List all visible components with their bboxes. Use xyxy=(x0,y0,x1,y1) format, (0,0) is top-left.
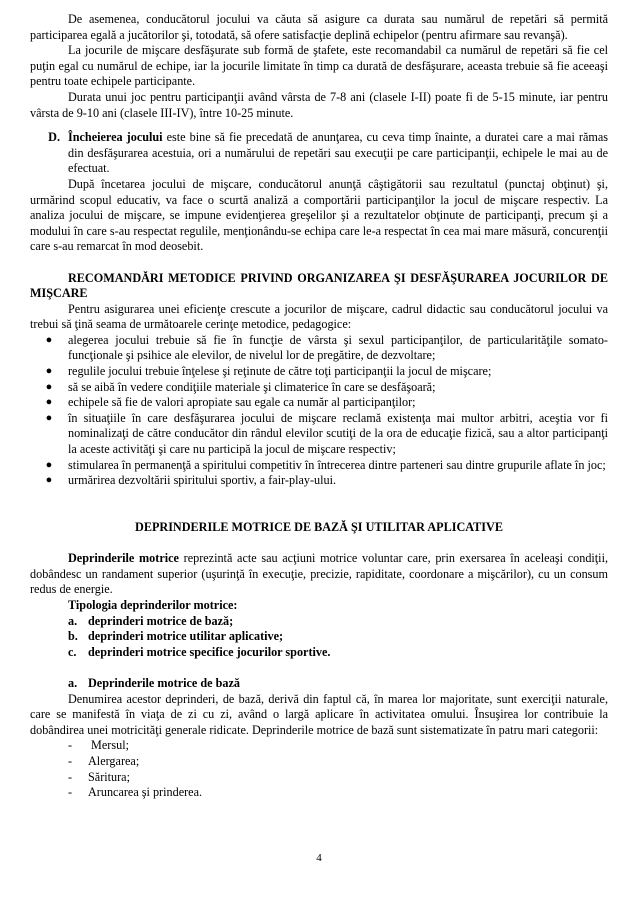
typology-item xyxy=(68,629,608,645)
category-item xyxy=(68,785,608,801)
bullet-icon: ● xyxy=(45,365,53,378)
spacer xyxy=(30,660,608,676)
requirements-list xyxy=(30,333,608,489)
motor-skills-term: Deprinderile motrice xyxy=(68,551,179,566)
requirements-list-text: regulile jocului trebuie înţelese şi reţinute de către toţi participanţii la jocul de mişcare; xyxy=(68,364,492,379)
section-d-label: D. xyxy=(48,130,60,145)
category-item xyxy=(68,770,608,786)
bullet-icon: ● xyxy=(45,396,53,409)
paragraph-relays: La jocurile de mişcare desfăşurate sub formă de ştafete, este recomandabil ca numărul de repetări să fie cel puţin egal cu numărul de echipe, iar la jocurile limitate în timp ca durată de desfăşurare, aceasta trebuie să fie aceeaşi pentru toate echipele participante. xyxy=(30,43,608,89)
motor-skills-definition: reprezintă acte sau acţiuni motrice voluntar care, prin exersarea în aceleaşi condiţii, dobândesc un randament superior (uşurinţă în execuţie, precizie, rapiditate, coordonare a mişcărilor), cu un consum redus de energie. xyxy=(30,551,608,597)
section-d-body: este bine să fie precedată de anunţarea, cu ceva timp înainte, a duratei care a mai rămas din desfăşurarea acestuia, ori a numărului de repetări sau execuţii pe care participanţii, echipele le mai au de efectuat. xyxy=(68,130,609,176)
heading-motor-skills: DEPRINDERILE MOTRICE DE BAZĂ ŞI UTILITAR APLICATIVE xyxy=(135,520,503,534)
typology-item-letter: a. xyxy=(68,613,78,628)
requirements-list-item xyxy=(30,333,608,364)
category-item xyxy=(68,738,608,754)
requirements-list-text: alegerea jocului trebuie să fie în funcţie de vârsta şi sexul participanţilor, de particularităţile somato-funcţionale şi psihice ale elevilor, de nivelul lor de pregătire, de dezvoltare; xyxy=(68,332,608,363)
spacer xyxy=(30,504,608,520)
requirements-list-item xyxy=(30,380,608,396)
subsection-a-heading xyxy=(68,676,608,692)
subsection-a-letter: a. xyxy=(68,675,78,690)
section-d-text xyxy=(68,130,608,177)
typology-item-text: deprinderi motrice utilitar aplicative; xyxy=(88,629,284,644)
bullet-icon: ● xyxy=(45,474,53,487)
typology-item-text: deprinderi motrice de bază; xyxy=(88,613,234,628)
spacer xyxy=(30,489,608,505)
subsection-a xyxy=(30,676,608,692)
requirements-list-text: echipele să fie de valori apropiate sau egale ca număr al participanţilor; xyxy=(68,395,416,410)
categories-list xyxy=(30,738,608,800)
section-d-title: Încheierea jocului xyxy=(68,130,163,145)
requirements-list-item xyxy=(30,364,608,380)
dash-icon: - xyxy=(68,769,73,784)
bullet-icon: ● xyxy=(45,380,53,393)
requirements-list-text: urmărirea dezvoltării spiritului sportiv, a fair-play-ului. xyxy=(68,473,337,488)
section-d xyxy=(30,130,608,177)
category-item-text: Aruncarea şi prinderea. xyxy=(88,785,203,800)
bullet-icon: ● xyxy=(45,458,53,471)
paragraph-duration: De asemenea, conducătorul jocului va căuta să asigure ca durata sau numărul de repetări să permită participarea egală a jucătorilor şi, totodată, să ofere satisfacţie deplină echipelor (pentru afirmare sau revanşă). xyxy=(30,12,608,42)
page-number: 4 xyxy=(316,852,322,864)
dash-icon: - xyxy=(68,753,73,768)
typology-item xyxy=(68,614,608,630)
requirements-list-item xyxy=(30,458,608,474)
category-item xyxy=(68,754,608,770)
typology-item-text: deprinderi motrice specifice jocurilor sportive. xyxy=(88,644,331,659)
category-item-text: Săritura; xyxy=(88,769,130,784)
typology-list xyxy=(30,614,608,661)
subsection-a-title: Deprinderile motrice de bază xyxy=(88,675,240,690)
category-item-text: Mersul; xyxy=(88,738,129,753)
requirements-list-text: în situaţiile în care desfăşurarea jocului de mişcare reclamă existenţa mai multor arbitri, aceştia vor fi nominalizaţi de către conducător din rândul elevilor scutiţi de la ora de educaţie fizică, sau a altor participanţi la aceste activităţi şi care nu participă la jocul de mişcare respectiv; xyxy=(68,410,608,457)
typology-item xyxy=(68,645,608,661)
typology-title: Tipologia deprinderilor motrice: xyxy=(68,597,238,612)
typology-item-letter: c. xyxy=(68,644,77,659)
bullet-icon: ● xyxy=(45,333,53,346)
bullet-icon: ● xyxy=(45,411,53,424)
paragraph-requirements: Pentru asigurarea unei eficienţe crescute a jocurilor de mişcare, cadrul didactic sau conducătorul jocului va trebui să ţină seama de următoarele cerinţe metodice, pedagogice: xyxy=(30,301,608,332)
requirements-list-item xyxy=(30,473,608,489)
spacer xyxy=(30,255,608,271)
spacer xyxy=(30,536,608,552)
paragraph-basic-skills: Denumirea acestor deprinderi, de bază, derivă din faptul că, în marea lor majoritate, sunt exerciţii naturale, care se manifestă în viaţa de zi cu zi, având o largă aplicare în activitatea omului. Însuşirea lor contribuie la dobândirea unei motricităţi generale ridicate. Deprinderile motrice de bază sunt sistematizate în patru mari categorii: xyxy=(30,691,608,737)
requirements-list-item xyxy=(30,411,608,458)
heading-recommendations: RECOMANDĂRI METODICE PRIVIND ORGANIZAREA ŞI DESFĂŞURAREA JOCURILOR DE MIŞCARE xyxy=(30,270,608,301)
page-content xyxy=(30,12,608,801)
category-item-text: Alergarea; xyxy=(88,753,140,768)
paragraph-age-duration: Durata unui joc pentru participanţii având vârsta de 7-8 ani (clasele I-II) poate fi de 5-15 minute, iar pentru vârsta de 9-10 ani (clasele III-IV), între 10-25 minute. xyxy=(30,89,608,120)
dash-icon: - xyxy=(68,785,73,800)
paragraph-analysis: După încetarea jocului de mişcare, conducătorul anunţă câştigătorii sau rezultatul (punctaj obţinut) şi, urmărind scopul educativ, va face o scurtă analiză a comportării participanţilor la jocul de mişcare respectiv. La analiza jocului de mişcare, se impune evidenţierea greşelilor şi a rezultatelor obţinute de participanţi, precum şi a modului în care s-au respectat regulile, menţionându-se echipa care le-a respectat în cea mai mare măsură, concurenţii care s-au remarcat în mod deosebit. xyxy=(30,176,608,254)
requirements-list-text: stimularea în permanenţă a spiritului competitiv în întrecerea dintre parteneri sau dintre grupurile aflate în joc; xyxy=(68,457,606,472)
paragraph-motor-skills xyxy=(30,551,608,598)
dash-icon: - xyxy=(68,738,73,753)
requirements-list-text: să se aibă în vedere condiţiile materiale şi climaterice în care se desfăşoară; xyxy=(68,379,436,394)
typology-item-letter: b. xyxy=(68,629,78,644)
requirements-list-item xyxy=(30,395,608,411)
